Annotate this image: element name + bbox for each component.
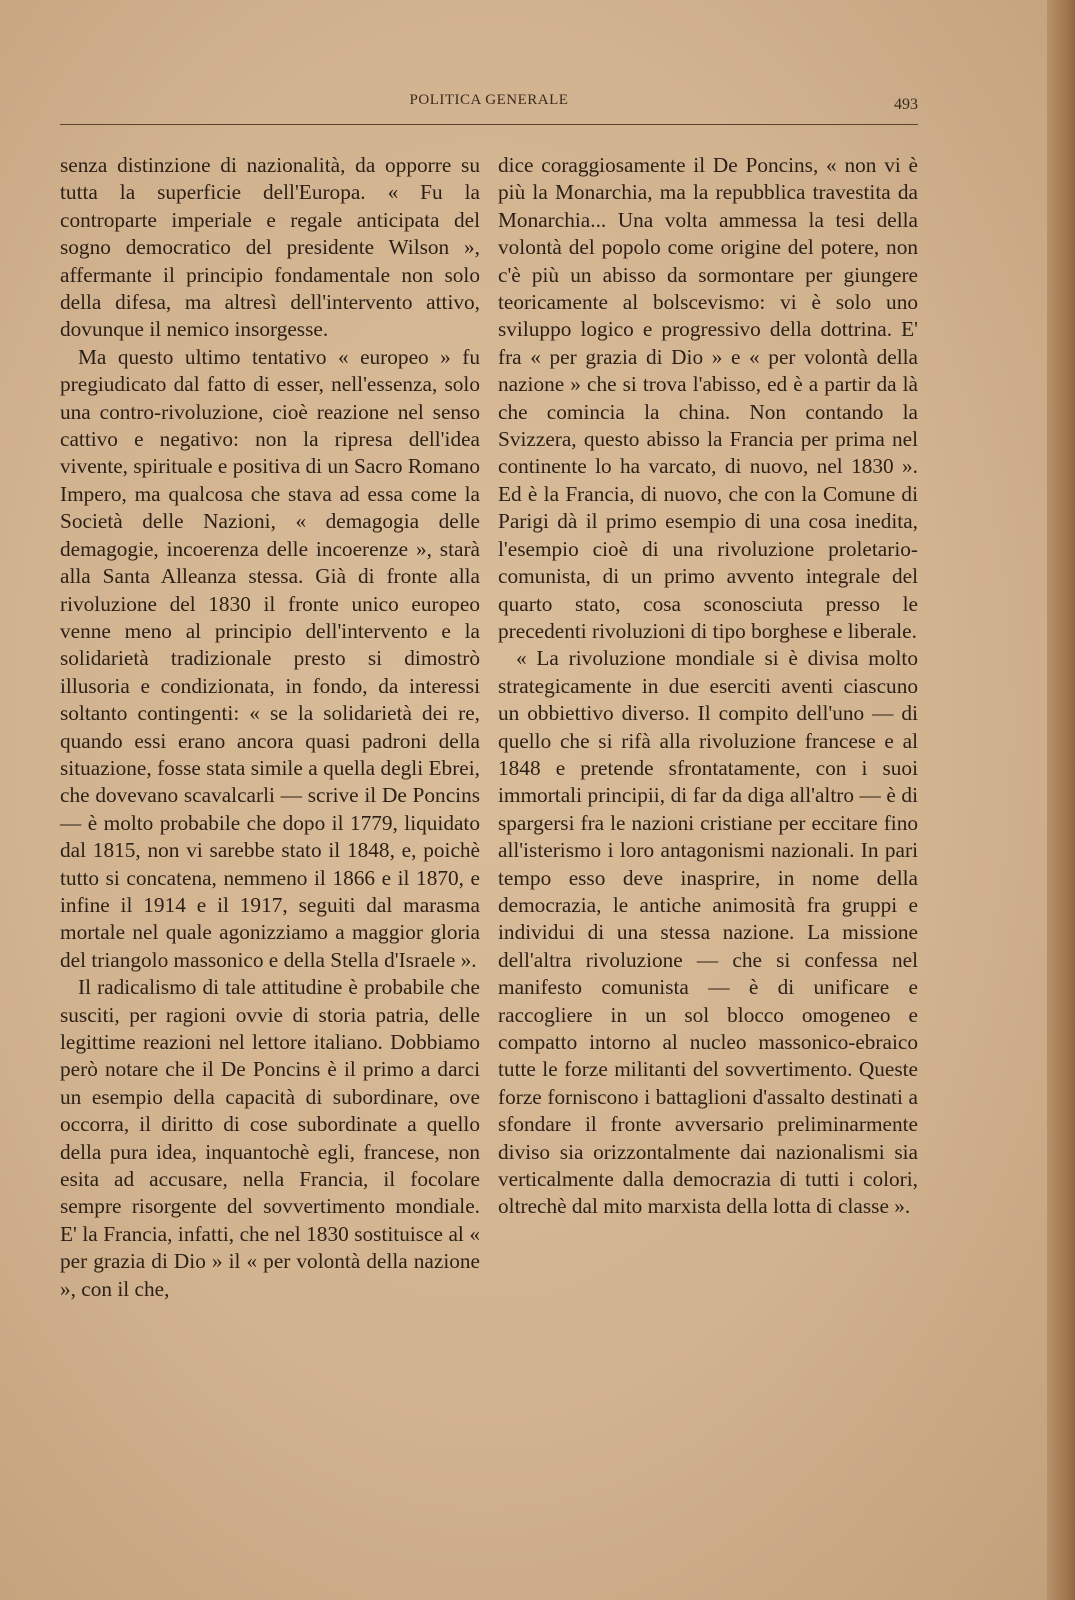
paragraph: « La rivoluzione mondiale si è divisa molto strategicamente in due eserciti aventi ciascuno un obbiettivo diverso. Il compito dell'uno — di quello che si rifà alla rivoluzione francese e al 1848 e pretende sfrontatamente, con i suoi immortali principii, di far da diga all'altro — è di spargersi fra le nazioni cristiane per eccitare fino all'isterismo i loro antagonismi nazionali. In pari tempo esso deve inasprire, in nome della democrazia, le antiche animosità fra gruppi e individui di una stessa nazione. La missione dell'altra rivoluzione — che si confessa nel manifesto comunista — è di unificare e raccogliere in un sol blocco omogeneo e compatto intorno al nucleo massonico-ebraico tutte le forze militanti del sovvertimento. Queste forze forniscono i battaglioni d'assalto destinati a sfondare il fronte avversario preliminarmente diviso sia orizzontalmente dai nazionalismi sia verticalmente dalla democrazia di tutti i colori, oltrechè dal mito marxista della lotta di classe ». bbox=[498, 646, 918, 1219]
running-title: POLITICA GENERALE bbox=[409, 92, 569, 108]
paragraph: dice coraggiosamente il De Poncins, « non vi è più la Monarchia, ma la repubblica travestita da Monarchia... Una volta ammessa la tesi della volontà del popolo come origine del potere, non c'è più un abisso da sormontare per giungere teoricamente al bolscevismo: vi è solo uno sviluppo logico e progressivo della dottrina. E' fra « per grazia di Dio » e « per volontà della nazione » che si trova l'abisso, ed è a partir da là che comincia la china. Non contando la Svizzera, questo abisso la Francia per prima nel continente lo ha varcato, di nuovo, nel 1830 ». Ed è la Francia, di nuovo, che con la Comune di Parigi dà il primo esempio di una cosa inedita, l'esempio cioè di una rivoluzione proletario-comunista, di un primo avvento integrale del quarto stato, cosa sconosciuta presso le precedenti rivoluzioni di tipo borghese e liberale. bbox=[498, 153, 918, 643]
right-column bbox=[498, 152, 918, 1221]
paragraph: Ma questo ultimo tentativo « europeo » fu pregiudicato dal fatto di esser, nell'essenza, solo una contro-rivoluzione, cioè reazione nel senso cattivo e negativo: non la ripresa dell'idea vivente, spirituale e positiva di un Sacro Romano Impero, ma qualcosa che stava ad essa come la Società delle Nazioni, « demagogia delle demagogie, incoerenza delle incoerenze », starà alla Santa Alleanza stessa. Già di fronte alla rivoluzione del 1830 il fronte unico europeo venne meno al principio dell'intervento e la solidarietà tradizionale presto si dimostrò illusoria e condizionata, in fondo, da interessi soltanto contingenti: « se la solidarietà dei re, quando essi erano ancora quasi padroni della situazione, fosse stata simile a quella degli Ebrei, che dovevano scavalcarli — scrive il De Poncins — è molto probabile che dopo il 1779, liquidato dal 1815, non vi sarebbe stato il 1848, e, poichè tutto si concatena, nemmeno il 1866 e il 1870, e infine il 1914 e il 1917, seguiti dal marasma mortale nel quale agonizziamo a maggior gloria del triangolo massonico e della Stella d'Israele ». bbox=[60, 344, 480, 972]
paragraph: senza distinzione di nazionalità, da opporre su tutta la superficie dell'Europa. « Fu la controparte imperiale e regale anticipata del sogno democratico del presidente Wilson », affermante il principio fondamentale non solo della difesa, ma altresì dell'intervento attivo, dovunque il nemico insorgesse. bbox=[60, 153, 480, 342]
book-spine-edge bbox=[1047, 0, 1075, 1600]
page-number: 493 bbox=[894, 96, 918, 113]
paragraph: Il radicalismo di tale attitudine è probabile che susciti, per ragioni ovvie di storia patria, delle legittime reazioni nel lettore italiano. Dobbiamo però notare che il De Poncins è il primo a darci un esempio della capacità di subordinare, ove occorra, il diritto di cose subordinate a quello della pura idea, inquantochè egli, francese, non esita ad accusare, nella Francia, il focolare sempre risorgente del sovvertimento mondiale. E' la Francia, infatti, che nel 1830 sostituisce al « per grazia di Dio » il « per volontà della nazione », con il che, bbox=[60, 975, 480, 1301]
page-header bbox=[60, 92, 918, 122]
left-column bbox=[60, 152, 480, 1303]
header-rule bbox=[60, 124, 918, 125]
